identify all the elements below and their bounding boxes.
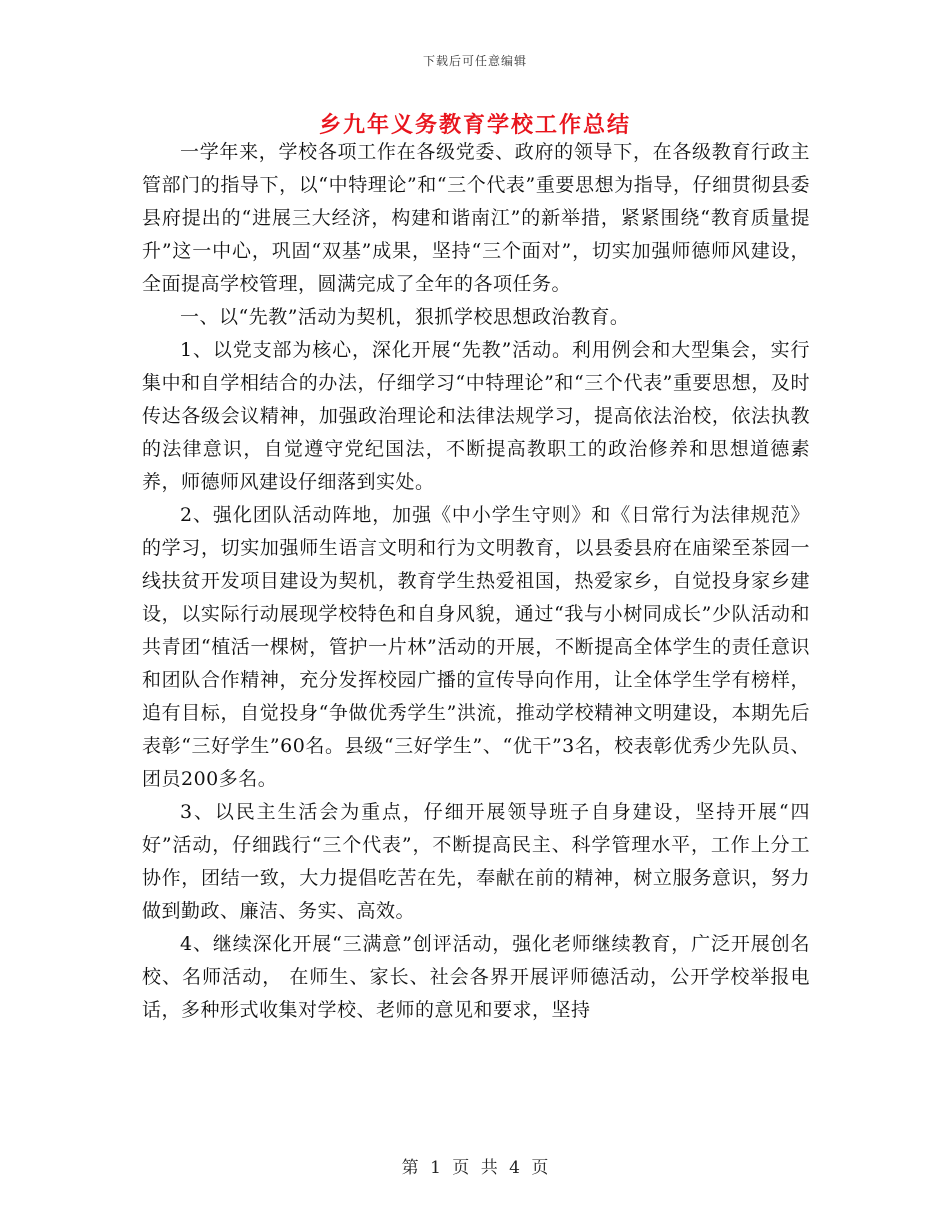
page-header-note: 下载后可任意编辑 <box>422 54 527 68</box>
document-body <box>142 136 810 1027</box>
paragraph-item-4: 4、继续深化开展“三满意”创评活动，强化老师继续教育，广泛开展创名校、名师活动， 在师生、家长、社会各界开展评师德活动，公开学校举报电话，多种形式收集对学校、老师的意见和要求，坚持 <box>142 933 810 1021</box>
paragraph-item-3: 3、以民主生活会为重点，仔细开展领导班子自身建设，坚持开展“四好”活动，仔细践行“三个代表”，不断提高民主、科学管理水平，工作上分工协作，团结一致，大力提倡吃苦在先，奉献在前的精神，树立服务意识，努力做到勤政、廉洁、务实、高效。 <box>142 801 810 922</box>
document-title: 乡九年义务教育学校工作总结 <box>318 112 631 138</box>
paragraph-intro: 一学年来，学校各项工作在各级党委、政府的领导下，在各级教育行政主管部门的指导下，以“中特理论”和“三个代表”重要思想为指导，仔细贯彻县委县府提出的“进展三大经济，构建和谐南江”的新举措，紧紧围绕“教育质量提升”这一中心，巩固“双基”成果，坚持“三个面对”，切实加强师德师风建设，全面提高学校管理，圆满完成了全年的各项任务。 <box>142 141 810 295</box>
page-footer-number: 第 1 页 共 4 页 <box>401 1158 549 1178</box>
paragraph-item-1: 1、以党支部为核心，深化开展“先教”活动。利用例会和大型集会，实行集中和自学相结合的办法，仔细学习“中特理论”和“三个代表”重要思想，及时传达各级会议精神，加强政治理论和法律法规学习，提高依法治校，依法执教的法律意识，自觉遵守党纪国法，不断提高教职工的政治修养和思想道德素养，师德师风建设仔细落到实处。 <box>142 339 810 493</box>
paragraph-item-2: 2、强化团队活动阵地，加强《中小学生守则》和《日常行为法律规范》的学习，切实加强师生语言文明和行为文明教育，以县委县府在庙梁至茶园一线扶贫开发项目建设为契机，教育学生热爱祖国，热爱家乡，自觉投身家乡建设，以实际行动展现学校特色和自身风貌，通过“我与小树同成长”少队活动和共青团“植活一棵树，管护一片林”活动的开展，不断提高全体学生的责任意识和团队合作精神，充分发挥校园广播的宣传导向作用，让全体学生学有榜样，追有目标，自觉投身“争做优秀学生”洪流，推动学校精神文明建设，本期先后表彰“三好学生”60名。县级“三好学生”、“优干”3名，校表彰优秀少先队员、团员200多名。 <box>142 504 810 790</box>
paragraph-section-1-heading: 一、以“先教”活动为契机，狠抓学校思想政治教育。 <box>180 306 630 328</box>
